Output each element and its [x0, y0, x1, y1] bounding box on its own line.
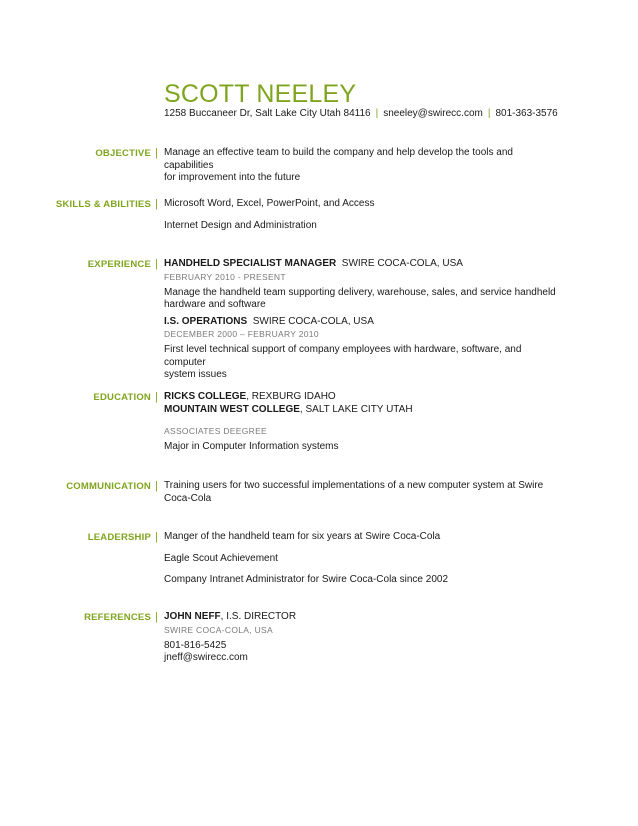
- section-label: EDUCATION: [93, 392, 151, 403]
- objective-text: for improvement into the future: [164, 172, 301, 183]
- job-description: hardware and software: [164, 299, 266, 310]
- job-title: HANDHELD SPECIALIST MANAGER: [164, 258, 337, 269]
- reference-name: JOHN NEFF: [164, 611, 221, 622]
- separator: |: [487, 108, 491, 119]
- section-divider: |: [155, 198, 158, 210]
- section-label: EXPERIENCE: [87, 259, 151, 270]
- section-divider: |: [155, 480, 158, 492]
- phone-text: 801-363-3576: [495, 108, 558, 119]
- section-body: [164, 611, 564, 665]
- reference-phone: 801-816-5425: [164, 639, 227, 651]
- section-label: COMMUNICATION: [66, 481, 151, 492]
- job-title: I.S. OPERATIONS: [164, 315, 248, 327]
- school-location: , SALT LAKE CITY UTAH: [299, 403, 413, 415]
- resume-name: SCOTT NEELEY: [164, 80, 357, 108]
- section-divider: |: [155, 531, 158, 543]
- skill-item: Internet Design and Administration: [164, 219, 317, 231]
- contact-line: [164, 107, 558, 120]
- job-description: system issues: [164, 369, 227, 380]
- communication-text: Training users for two successful implementations of a new computer system at Swire: [164, 480, 544, 491]
- section-body: [164, 531, 564, 587]
- skill-item: Microsoft Word, Excel, PowerPoint, and Access: [164, 198, 375, 209]
- leadership-item: Eagle Scout Achievement: [164, 552, 278, 564]
- section-body: [164, 258, 564, 382]
- degree: ASSOCIATES DEEGREE: [164, 426, 268, 436]
- job-company: SWIRE COCA-COLA, USA: [341, 258, 463, 269]
- school-line: [164, 391, 564, 404]
- section-body: [164, 147, 564, 185]
- section-divider: |: [155, 258, 158, 270]
- school-name: MOUNTAIN WEST COLLEGE: [164, 403, 300, 415]
- reference-email: jneff@swirecc.com: [164, 652, 248, 663]
- section-body: [164, 198, 564, 232]
- section-body: [164, 480, 564, 505]
- job-dates: FEBRUARY 2010 - PRESENT: [164, 271, 286, 282]
- address-text: 1258 Buccaneer Dr, Salt Lake City Utah 84116: [164, 108, 371, 119]
- section-divider: |: [155, 391, 158, 403]
- job-company: SWIRE COCA-COLA, USA: [252, 315, 374, 327]
- school-line: [164, 404, 564, 417]
- section-divider: |: [155, 611, 158, 623]
- major: Major in Computer Information systems: [164, 441, 339, 452]
- section-label: OBJECTIVE: [95, 148, 151, 159]
- job-description: First level technical support of company employees with hardware, software, and computer: [164, 344, 522, 368]
- section-divider: |: [155, 147, 158, 159]
- job-heading: [164, 258, 564, 271]
- school-location: , REXBURG IDAHO: [246, 391, 336, 402]
- school-name: RICKS COLLEGE: [164, 391, 247, 402]
- communication-text: Coca-Cola: [164, 492, 212, 504]
- leadership-item: Company Intranet Administrator for Swire Coca-Cola since 2002: [164, 574, 449, 585]
- reference-heading: [164, 611, 564, 624]
- job-heading: [164, 316, 564, 329]
- job-description: Manage the handheld team supporting delivery, warehouse, sales, and service handheld: [164, 286, 556, 298]
- separator: |: [375, 108, 379, 119]
- section-label: SKILLS & ABILITIES: [55, 199, 151, 210]
- section-body: [164, 391, 564, 454]
- email-text: sneeley@swirecc.com: [383, 108, 483, 119]
- reference-title: , I.S. DIRECTOR: [220, 611, 297, 622]
- objective-text: Manage an effective team to build the company and help develop the tools and capabilities: [164, 147, 513, 171]
- leadership-item: Manger of the handheld team for six years at Swire Coca-Cola: [164, 531, 441, 542]
- section-label: REFERENCES: [84, 612, 151, 623]
- reference-company: SWIRE COCA-COLA, USA: [164, 624, 273, 635]
- section-label: LEADERSHIP: [87, 532, 151, 543]
- job-dates: DECEMBER 2000 – FEBRUARY 2010: [164, 329, 319, 339]
